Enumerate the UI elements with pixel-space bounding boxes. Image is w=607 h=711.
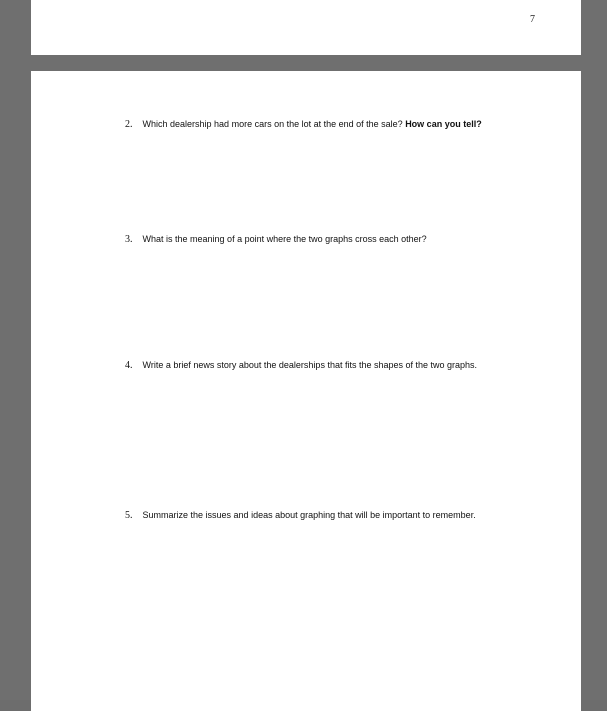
question-text: Write a brief news story about the dealerships that fits the shapes of the two graphs.	[142, 360, 478, 370]
question-number: 3.	[125, 234, 133, 245]
question-number: 2.	[125, 119, 133, 130]
question-text: Which dealership had more cars on the lot at the end of the sale?	[142, 119, 406, 129]
question-2	[125, 119, 482, 130]
current-page	[31, 71, 581, 711]
question-5	[125, 510, 476, 521]
question-number: 5.	[125, 510, 133, 521]
question-number: 4.	[125, 360, 133, 371]
question-emphasis: How can you tell?	[405, 119, 482, 129]
question-3	[125, 234, 427, 245]
question-text: Summarize the issues and ideas about graphing that will be important to remember.	[142, 510, 476, 520]
question-4	[125, 360, 477, 371]
question-text: What is the meaning of a point where the two graphs cross each other?	[142, 234, 427, 244]
page-number: 7	[530, 14, 535, 25]
previous-page	[31, 0, 581, 55]
